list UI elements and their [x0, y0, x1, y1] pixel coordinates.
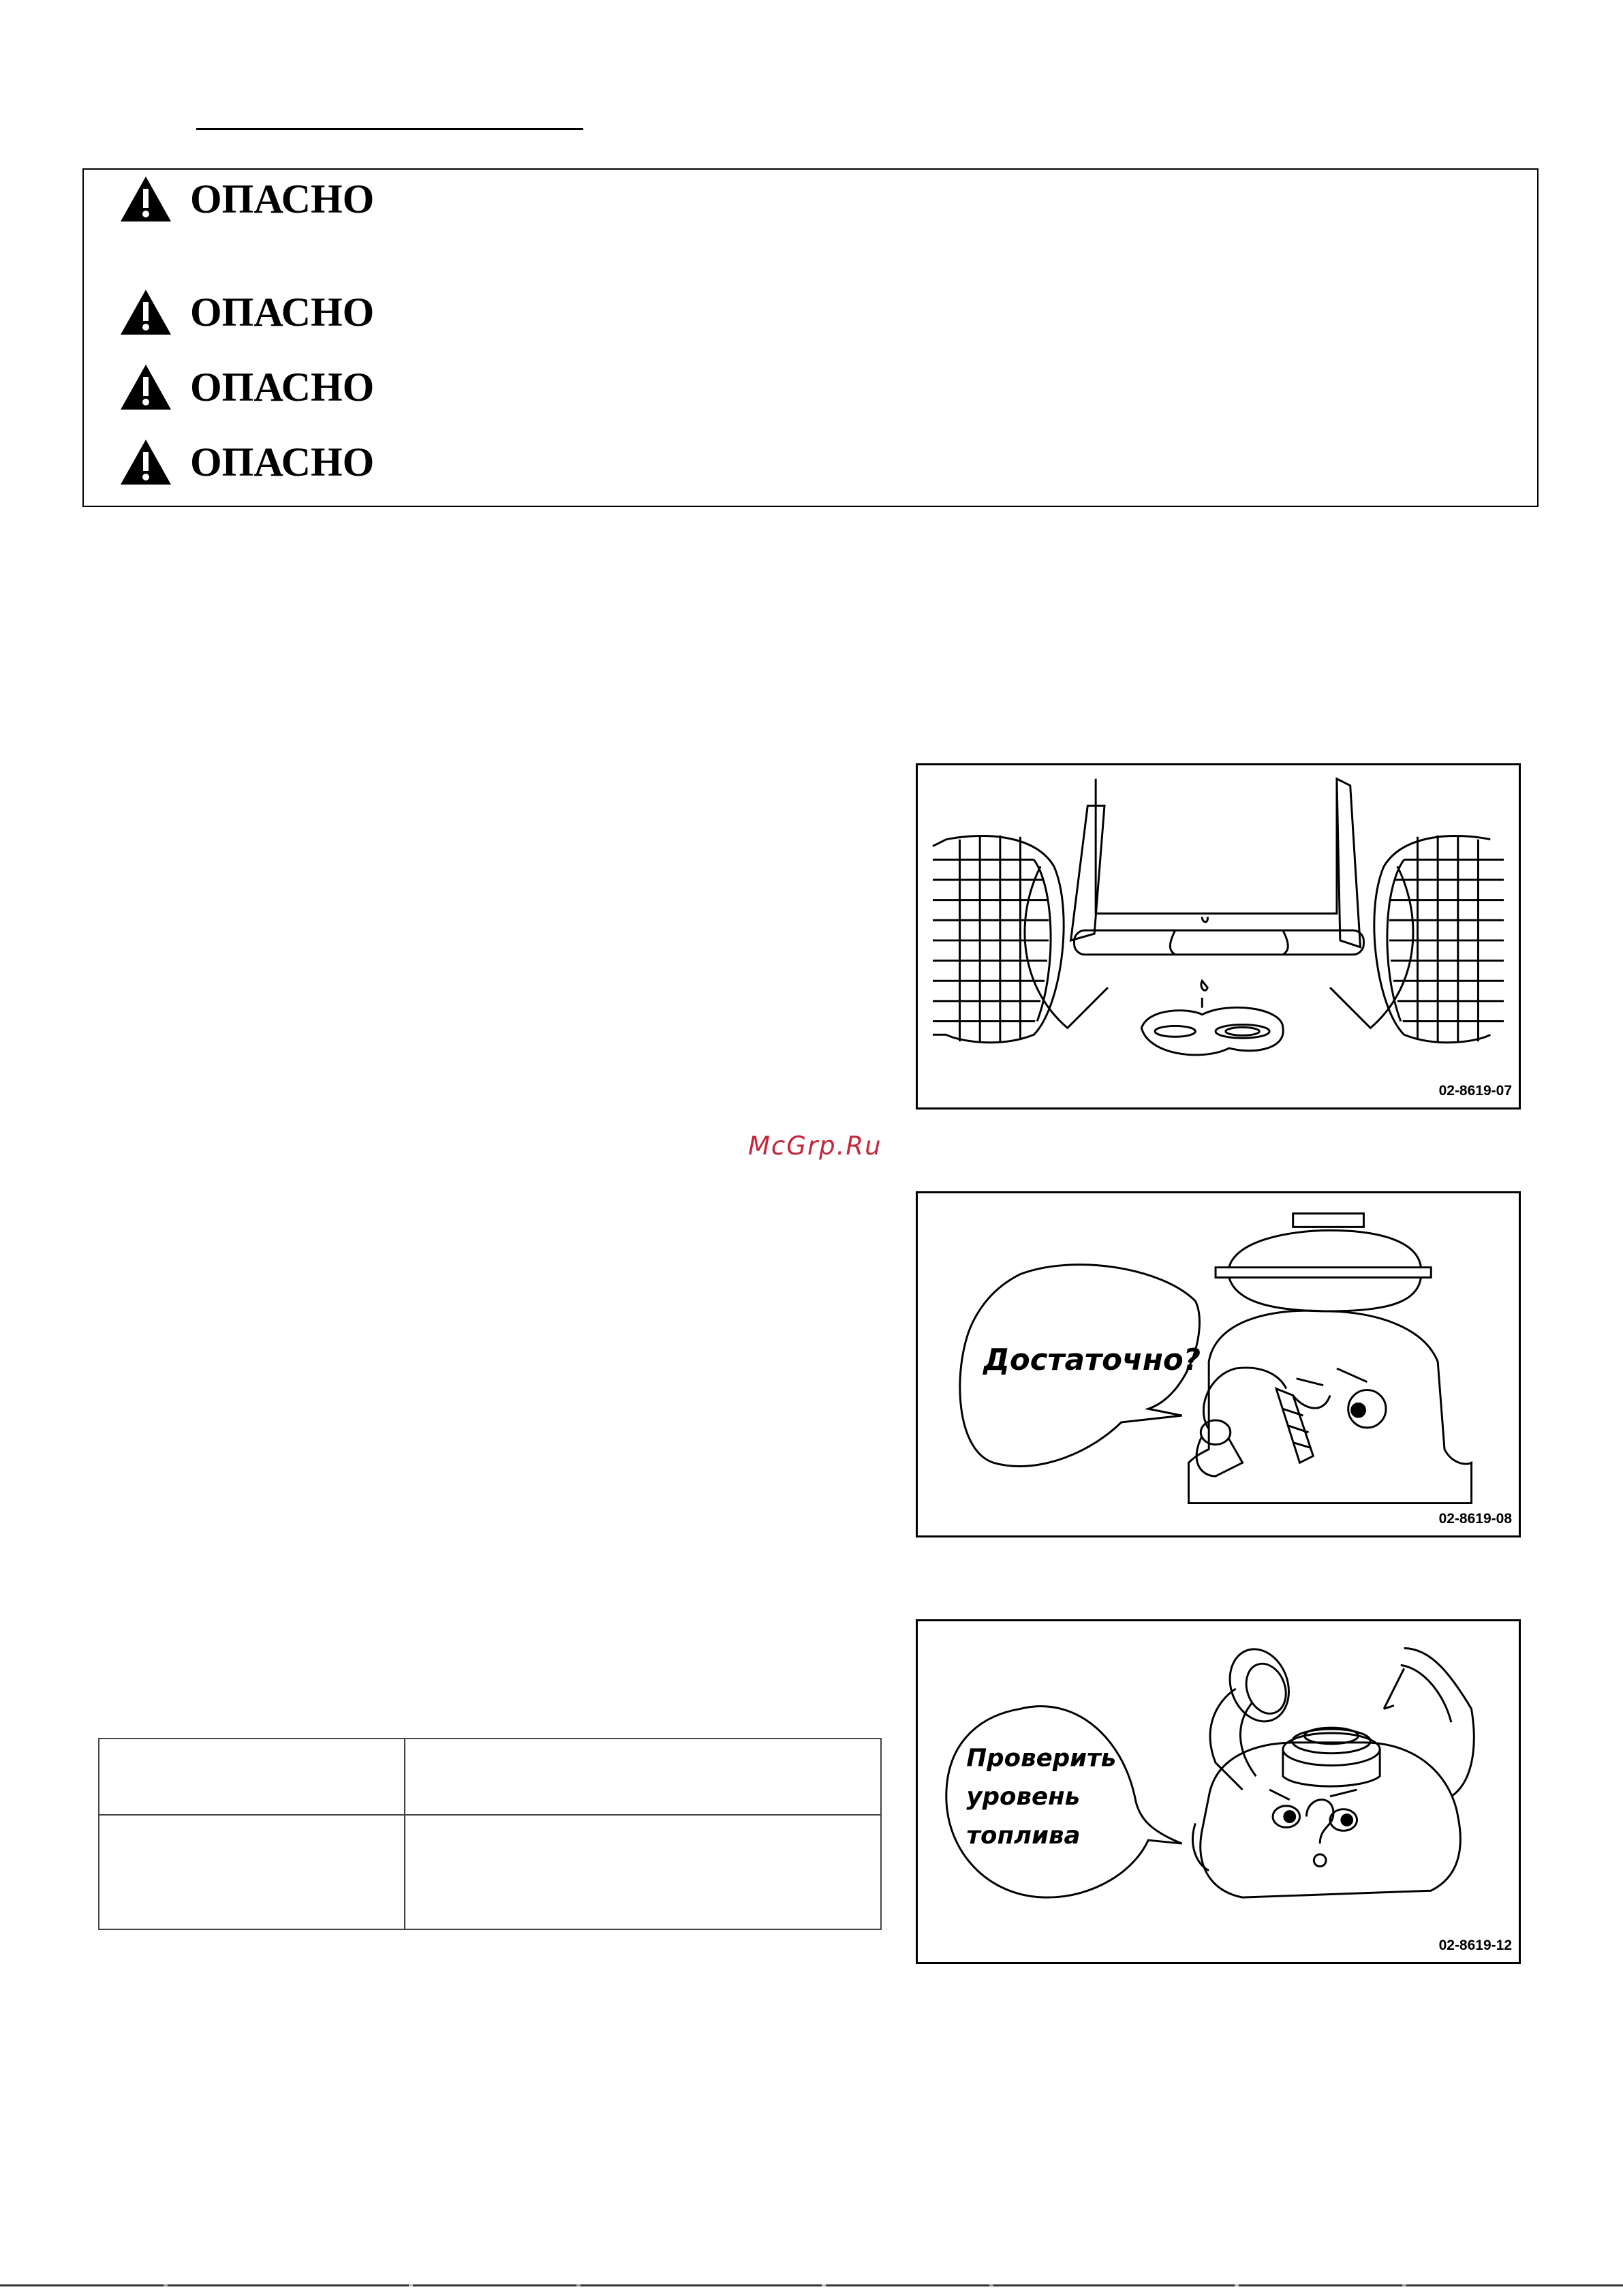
table-cell — [405, 1739, 881, 1815]
warning-triangle-icon — [119, 438, 172, 486]
bubble-text — [966, 1744, 1124, 1850]
mower-leak-illustration — [918, 765, 1519, 1107]
oil-check-illustration — [918, 1193, 1519, 1535]
bubble-line: топлива — [966, 1822, 1081, 1850]
figure-mower-leak — [916, 763, 1521, 1109]
table-cell — [405, 1815, 881, 1929]
table-cell — [99, 1739, 405, 1815]
danger-warnings-box — [82, 168, 1539, 507]
danger-label: ОПАСНО — [190, 289, 375, 335]
header-underline — [196, 128, 583, 130]
warning-triangle-icon — [119, 363, 172, 411]
bubble-line: уровень — [966, 1782, 1081, 1811]
warning-triangle-icon — [119, 175, 172, 223]
danger-label: ОПАСНО — [190, 439, 375, 485]
danger-warning-1 — [119, 175, 374, 223]
bubble-line: Проверить — [966, 1744, 1117, 1773]
watermark: McGrp.Ru — [748, 1131, 882, 1161]
danger-label: ОПАСНО — [190, 364, 375, 410]
table-row — [99, 1739, 881, 1815]
bubble-text: Достаточно? — [983, 1343, 1201, 1377]
danger-warning-3 — [119, 363, 374, 411]
danger-label: ОПАСНО — [190, 176, 375, 221]
spec-table — [98, 1738, 882, 1930]
table-cell — [99, 1815, 405, 1929]
danger-warning-4 — [119, 438, 374, 486]
danger-warning-2 — [119, 288, 374, 336]
figure-fuel-check — [916, 1619, 1521, 1964]
figure-code: 02-8619-07 — [1438, 1083, 1512, 1099]
figure-oil-check — [916, 1191, 1521, 1537]
fuel-check-illustration — [918, 1621, 1519, 1962]
warning-triangle-icon — [119, 288, 172, 336]
figure-code: 02-8619-12 — [1438, 1938, 1512, 1953]
figure-code: 02-8619-08 — [1438, 1511, 1512, 1527]
page-bottom-edge — [0, 2284, 1623, 2286]
table-row — [99, 1815, 881, 1929]
